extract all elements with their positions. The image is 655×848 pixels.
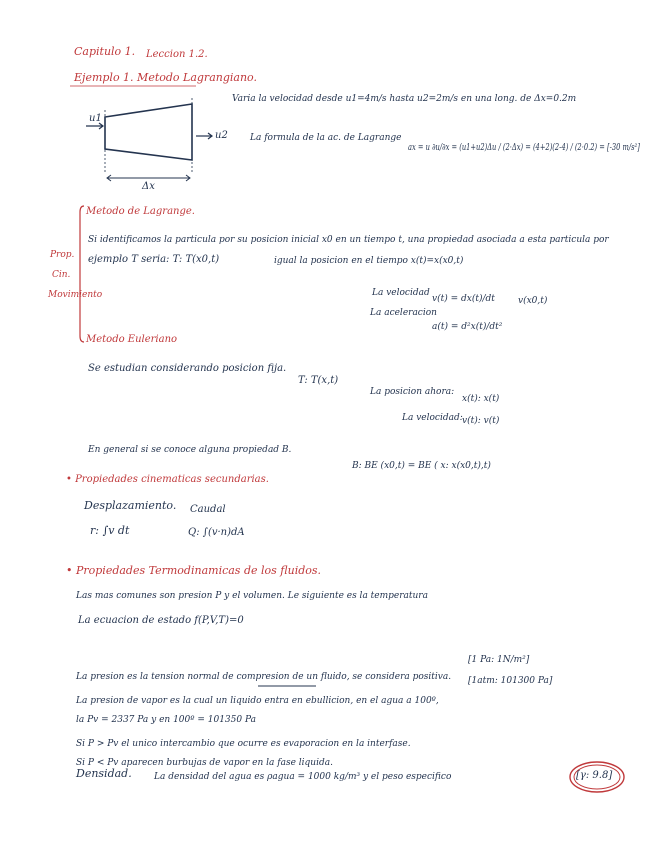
inlet-label: u1 [89, 113, 102, 124]
euler-velocity-label: La velocidad: [402, 413, 463, 423]
density-label: Densidad. [76, 767, 132, 780]
flow-label: Caudal [190, 504, 226, 515]
density-text: La densidad del agua es ρagua = 1000 kg/m³ y el peso especifico [154, 772, 452, 782]
lagrange-velocity-note: v(x0,t) [518, 296, 548, 306]
section-bracket [80, 206, 84, 342]
lagrange-line2: ejemplo T seria: T: T(x0,t) [88, 254, 220, 265]
lagrange-velocity-label: La velocidad [372, 288, 430, 298]
example-statement: Varia la velocidad desde u1=4m/s hasta u2=2m/s en una long. de Δx=0.2m [232, 94, 577, 104]
thermo-line4: La presion de vapor es la cual un liquido entra en ebullicion, en el agua a 100º, [76, 696, 439, 706]
lagrange-line1: Si identificamos la particula por su posicion inicial x0 en un tiempo t, una propiedad asociada a esta particula por [88, 235, 609, 245]
euler-general-formula: B: BE (x0,t) = BE ( x: x(x0,t),t) [352, 461, 491, 471]
euler-velocity-formula: v(t): v(t) [462, 416, 500, 426]
thermo-line5: la Pv = 2337 Pa y en 100º = 101350 Pa [76, 715, 256, 725]
lesson-title: Leccion 1.2. [146, 49, 208, 60]
euler-general: En general si se conoce alguna propiedad B. [88, 445, 292, 455]
lagrange-velocity-formula: v(t) = dx(t)/dt [432, 294, 495, 304]
euler-position-formula: x(t): x(t) [462, 394, 500, 404]
formula-intro: La formula de la ac. de Lagrange [250, 133, 402, 143]
thermo-line6: Si P > Pv el unico intercambio que ocurre es evaporacion en la interfase. [76, 739, 411, 749]
side-note-1: Prop. [50, 250, 75, 260]
euler-position-label: La posicion ahora: [370, 387, 455, 397]
displacement-formula: r: ∫v dt [90, 524, 130, 537]
thermo-unit2: [1atm: 101300 Pa] [468, 676, 553, 686]
lagrange-accel-label: La aceleracion [370, 308, 437, 318]
side-note-3: Movimiento [48, 290, 103, 300]
thermo-line3: La presion es la tension normal de compresion de un fluido, se considera positiva. [76, 672, 452, 682]
euler-temp: T: T(x,t) [298, 375, 339, 386]
euler-line1: Se estudian considerando posicion fija. [88, 363, 287, 374]
thermo-unit1: [1 Pa: 1N/m²] [468, 655, 530, 665]
nozzle-diagram [86, 98, 212, 181]
thermo-line2: La ecuacion de estado f(P,V,T)=0 [78, 615, 244, 626]
length-label: Δx [142, 181, 155, 192]
lagrange-title: Metodo de Lagrange. [86, 206, 195, 217]
circled-answer: [γ: 9.8] [576, 770, 613, 781]
displacement-label: Desplazamiento. [84, 499, 177, 512]
chapter-title: Capitulo 1. [74, 45, 136, 58]
lagrange-accel-formula: a(t) = d²x(t)/dt² [432, 322, 503, 332]
thermo-line7: Si P < Pv aparecen burbujas de vapor en la fase liquida. [76, 758, 333, 768]
outlet-label: u2 [215, 130, 228, 141]
side-note-2: Cin. [52, 270, 71, 280]
example-title: Ejemplo 1. Metodo Lagrangiano. [74, 71, 257, 84]
flow-formula: Q: ∫(v·n)dA [188, 527, 245, 538]
thermo-line1: Las mas comunes son presion P y el volumen. Le siguiente es la temperatura [76, 591, 428, 601]
euler-title: Metodo Euleriano [86, 334, 178, 345]
lagrange-line2b: igual la posicion en el tiempo x(t)=x(x0,t) [274, 256, 464, 266]
thermo-title: • Propiedades Termodinamicas de los fluidos. [66, 564, 322, 577]
example-formula: ax = u ∂u/∂x = (u1+u2)Δu / (2·Δx) = (4+2)(2-4) / (2·0.2) = [-30 m/s²] [408, 143, 640, 153]
kinematics-title: • Propiedades cinematicas secundarias. [66, 474, 269, 485]
